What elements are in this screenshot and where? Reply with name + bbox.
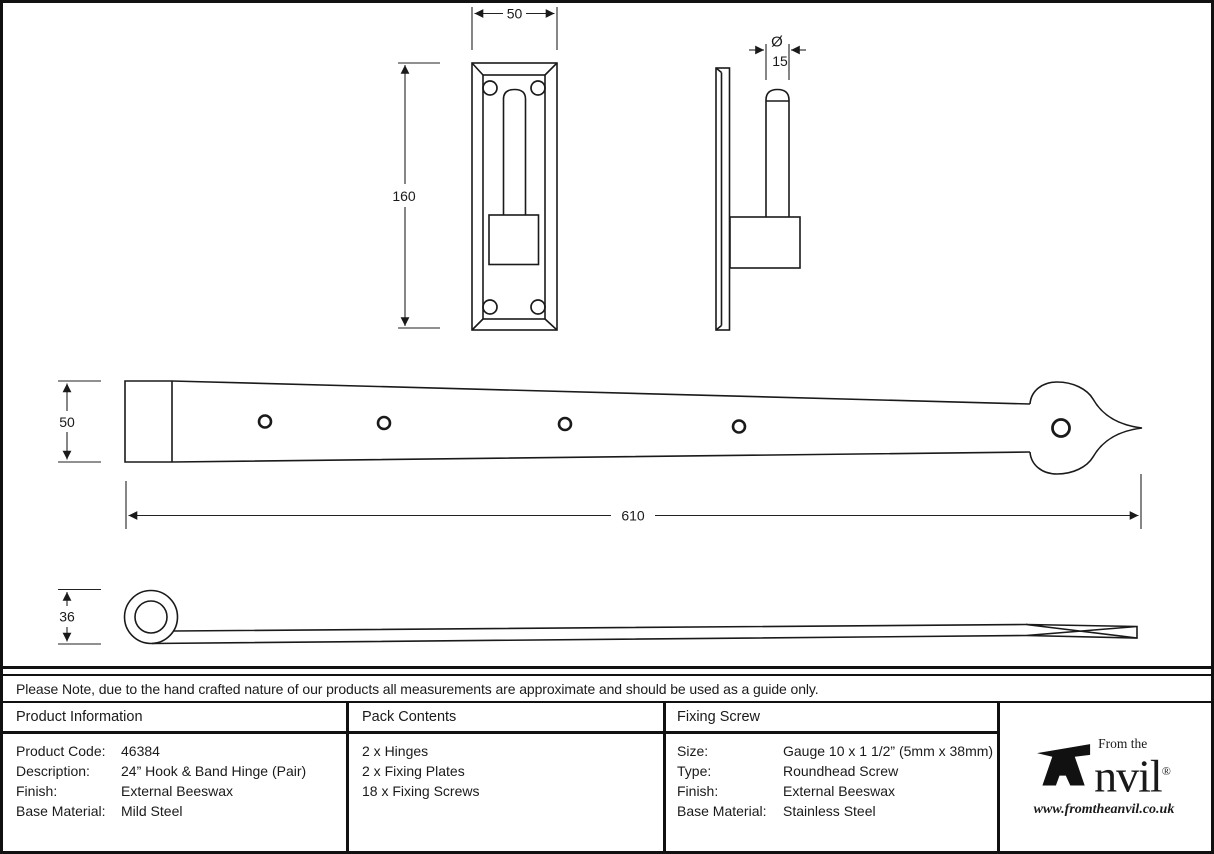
column-product-information [0, 703, 346, 851]
band-hinge-end [125, 381, 172, 462]
dimension-label-pin-diameter: 15 [772, 53, 788, 69]
table-row [663, 761, 997, 781]
dim-pin-diameter [749, 34, 806, 81]
table-row [0, 761, 346, 781]
plate-side-bevel [716, 68, 722, 330]
row-label: Finish: [16, 783, 58, 799]
anvil-icon [1037, 740, 1091, 786]
dim-band-width [58, 381, 101, 462]
row-value: Mild Steel [121, 803, 183, 819]
hook-pin-side [766, 90, 789, 218]
table-row [663, 741, 997, 761]
row-label: Size: [677, 743, 709, 759]
table-row [663, 801, 997, 821]
brand-logo [997, 703, 1211, 851]
row-value: Stainless Steel [783, 803, 876, 819]
hook-block-side [730, 217, 800, 268]
dimension-label-band-width: 50 [59, 414, 75, 430]
product-information-header: Product Information [16, 709, 143, 725]
band-spear-tip [1030, 382, 1142, 474]
band-side-tip [1026, 625, 1137, 639]
dim-band-thickness [58, 590, 101, 645]
row-label: Type: [677, 763, 712, 779]
logo-website: www.fromtheanvil.co.uk [1033, 802, 1175, 818]
dimension-label-plate-height: 160 [392, 188, 416, 204]
band-taper-edges [172, 381, 1030, 462]
row-label: Description: [16, 763, 90, 779]
row-label: Base Material: [16, 803, 106, 819]
dimension-label-plate-width: 50 [506, 5, 523, 22]
row-value: External Beeswax [783, 783, 896, 799]
registered-trademark-icon: ® [1161, 763, 1171, 778]
pack-item: 2 x Hinges [362, 743, 429, 759]
pack-item: 2 x Fixing Plates [362, 763, 465, 779]
pack-contents-header: Pack Contents [362, 709, 457, 725]
dim-plate-width [472, 6, 557, 51]
dimension-symbol-diameter: Ø [771, 33, 783, 51]
row-label: Base Material: [677, 803, 767, 819]
dimension-label-band-thickness: 36 [59, 608, 75, 625]
table-row [346, 761, 663, 781]
spear-tip-hole [1053, 420, 1070, 437]
hinge-eye-inner [135, 601, 167, 633]
logo-prefix: From the [1098, 735, 1148, 751]
table-row [346, 781, 663, 801]
table-row [0, 781, 346, 801]
hinge-eye-outer [125, 591, 178, 644]
plate-side-outline [716, 68, 730, 330]
row-value: External Beeswax [121, 783, 234, 799]
row-value: 46384 [121, 743, 160, 759]
dimension-label-band-length: 610 [621, 507, 645, 524]
drawing-area-divider [0, 666, 1214, 669]
table-row [663, 781, 997, 801]
row-label: Finish: [677, 783, 719, 799]
logo-name-text: nvil [1094, 750, 1162, 802]
column-pack-contents [346, 703, 663, 851]
row-value: Roundhead Screw [783, 763, 899, 779]
table-row [0, 741, 346, 761]
logo-name [1094, 750, 1171, 802]
row-value: Gauge 10 x 1 1/2” (5mm x 38mm) [783, 743, 994, 759]
pack-item: 18 x Fixing Screws [362, 783, 480, 799]
table-row [346, 741, 663, 761]
note-box [0, 674, 1214, 703]
hook-block-front [489, 215, 539, 265]
row-label: Product Code: [16, 743, 106, 759]
note-text: Please Note, due to the hand crafted nature of our products all measurements are approximate and should be used as a guide only. [16, 680, 819, 697]
band-front-view [125, 381, 1142, 474]
band-screw-holes [259, 416, 745, 433]
fixing-plate-side-view [716, 68, 800, 330]
band-side-edges [152, 625, 1026, 644]
dim-plate-height [392, 63, 440, 328]
row-value: 24” Hook & Band Hinge (Pair) [121, 763, 307, 779]
plate-screw-holes [483, 81, 545, 314]
column-fixing-screw [663, 703, 997, 851]
dim-band-length [126, 474, 1141, 529]
fixing-plate-front-view [472, 63, 557, 330]
table-row [0, 801, 346, 821]
band-side-view [125, 591, 1138, 644]
plate-bevel [483, 75, 545, 319]
fixing-screw-header: Fixing Screw [677, 709, 760, 725]
hook-pin-front [504, 90, 526, 216]
